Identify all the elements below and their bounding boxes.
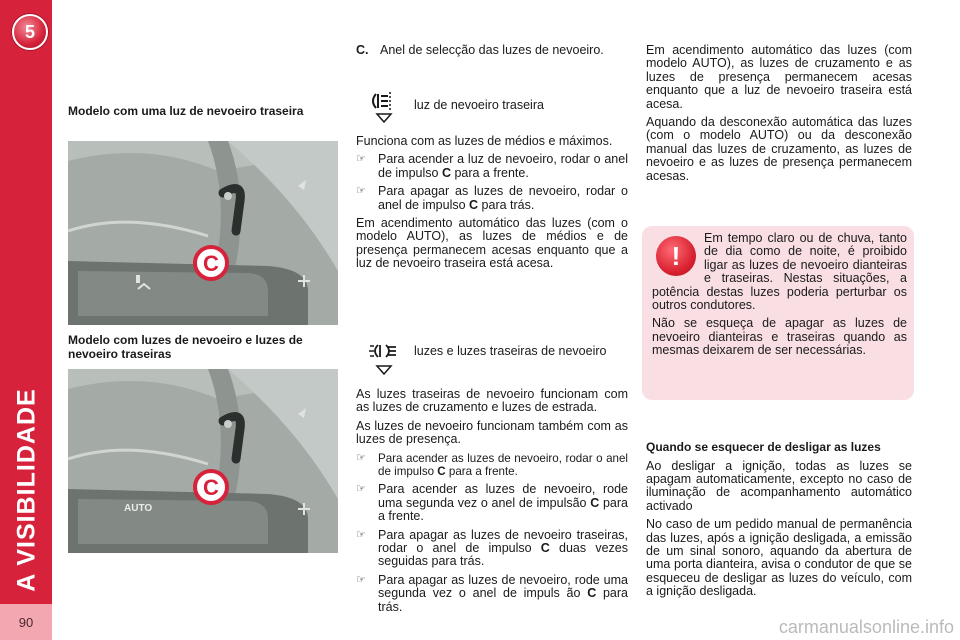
chapter-number-badge <box>12 14 48 50</box>
legend-c-text: Anel de selecção das luzes de nevoeiro. <box>380 43 604 57</box>
right-p3: Ao desligar a ignição, todas as luzes se apagam automaticamente, excepto no caso de iluminação de acompanhamento automático activado <box>646 458 912 513</box>
heading-single-fog: Modelo com uma luz de nevoeiro traseira <box>68 104 304 118</box>
middle-column-top <box>356 44 628 57</box>
rear-fog-icon-row <box>366 86 628 126</box>
pointing-hand-icon: ☞ <box>356 451 366 464</box>
right-column-bottom <box>646 441 912 604</box>
chapter-title <box>4 380 50 600</box>
bullet-3 <box>356 452 628 479</box>
pointing-hand-icon: ☞ <box>356 528 366 541</box>
warning-box <box>642 226 914 400</box>
legend-c-label: C. <box>356 43 369 57</box>
legend-c <box>356 44 628 57</box>
front-and-rear-fog-icon <box>366 338 402 378</box>
bullet-1 <box>356 153 628 180</box>
stalk-photo-1 <box>68 141 338 325</box>
bullet-2-text: Para apagar as luzes de nevoeiro, rodar o anel de impulso C para trás. <box>378 184 628 212</box>
pointing-hand-icon: ☞ <box>356 573 366 586</box>
bullet-6 <box>356 574 628 614</box>
right-column-top <box>646 44 912 188</box>
middle-p2: Em acendimento automático das luzes (com o modelo AUTO), as luzes de médios e de presença permanecem acesas enquanto que a luz de nevoeiro traseira está acesa. <box>356 216 628 271</box>
right-p4: No caso de um pedido manual de permanência das luzes, após a ignição desligada, a emissão de um sinal sonoro, aquando da abertura de uma porta dianteira, avisa o condutor de que se esqueceu de desligar as luzes do veículo, com a ignição desligada. <box>646 517 912 599</box>
middle-p4: As luzes de nevoeiro funcionam também com as luzes de presença. <box>356 418 628 447</box>
rear-fog-icon-label: luz de nevoeiro traseira <box>414 98 544 112</box>
photo2-label-auto: AUTO <box>124 503 153 514</box>
pointing-hand-icon: ☞ <box>356 483 366 496</box>
middle-column-block1 <box>356 135 628 276</box>
stalk-photo-2 <box>68 369 338 553</box>
chapter-number: 5 <box>24 21 35 42</box>
bullet-6-text: Para apagar as luzes de nevoeiro, rode uma segunda vez o anel de impuls ão C para trás. <box>378 572 628 614</box>
bullet-4 <box>356 483 628 523</box>
rear-fog-light-icon <box>366 86 402 126</box>
stalk-illustration-1 <box>68 141 338 325</box>
front-rear-fog-icon-row <box>366 338 628 378</box>
bullet-5-text: Para apagar as luzes de nevoeiro traseiras, rodar o anel de impulso C duas vezes seguidas para trás. <box>378 527 628 569</box>
pointing-hand-icon: ☞ <box>356 153 366 166</box>
right-p2: Aquando da desconexão automática das luzes (com o modelo AUTO) ou da desconexão manual das luzes de cruzamento, as luzes de nevoeiro e as luzes de presença permanecem acesas. <box>646 115 912 183</box>
bullet-3-text: Para acender as luzes de nevoeiro, rodar o anel de impulso C para a frente. <box>378 451 628 479</box>
stalk-illustration-2 <box>68 369 338 553</box>
right-p1: Em acendimento automático das luzes (com modelo AUTO), as luzes de cruzamento e as luzes de presença permanecem acesas enquanto que a luz de nevoeiro traseira está acesa. <box>646 43 912 111</box>
page-number: 90 <box>0 604 52 640</box>
warning-exclamation-icon: ! <box>656 236 696 276</box>
bullet-4-text: Para acender as luzes de nevoeiro, rode uma segunda vez o anel de impulsão C para a frente. <box>378 482 628 524</box>
photo1-label-c: C <box>203 251 219 276</box>
middle-p3: As luzes traseiras de nevoeiro funcionam com as luzes de cruzamento e luzes de estrada. <box>356 387 628 415</box>
bullet-1-text: Para acender a luz de nevoeiro, rodar o anel de impulso C para a frente. <box>378 152 628 180</box>
front-rear-fog-icon-label: luzes e luzes traseiras de nevoeiro <box>414 344 607 358</box>
heading-fog-and-rear-fog: Modelo com luzes de nevoeiro e luzes de nevoeiro traseiras <box>68 333 303 361</box>
middle-p1: Funciona com as luzes de médios e máximos. <box>356 134 613 148</box>
watermark: carmanualsonline.info <box>778 617 954 637</box>
photo2-label-c: C <box>203 475 219 500</box>
heading-forget-lights: Quando se esquecer de desligar as luzes <box>646 440 881 454</box>
warning-p1: Em tempo claro ou de chuva, tanto de dia como de noite, é proibido ligar as luzes de nevoeiro dianteiras e traseiras. Nestas situações, a potência destas luzes poderia perturbar os outros condutores. <box>652 231 907 313</box>
pointing-hand-icon: ☞ <box>356 185 366 198</box>
middle-column-block2 <box>356 388 628 619</box>
chapter-title-text: A VISIBILIDADE <box>12 388 41 592</box>
warning-p2: Não se esqueça de apagar as luzes de nevoeiro dianteiras e traseiras quando as mesmas deixarem de ser necessárias. <box>652 316 907 358</box>
bullet-2 <box>356 185 628 212</box>
bullet-5 <box>356 529 628 569</box>
